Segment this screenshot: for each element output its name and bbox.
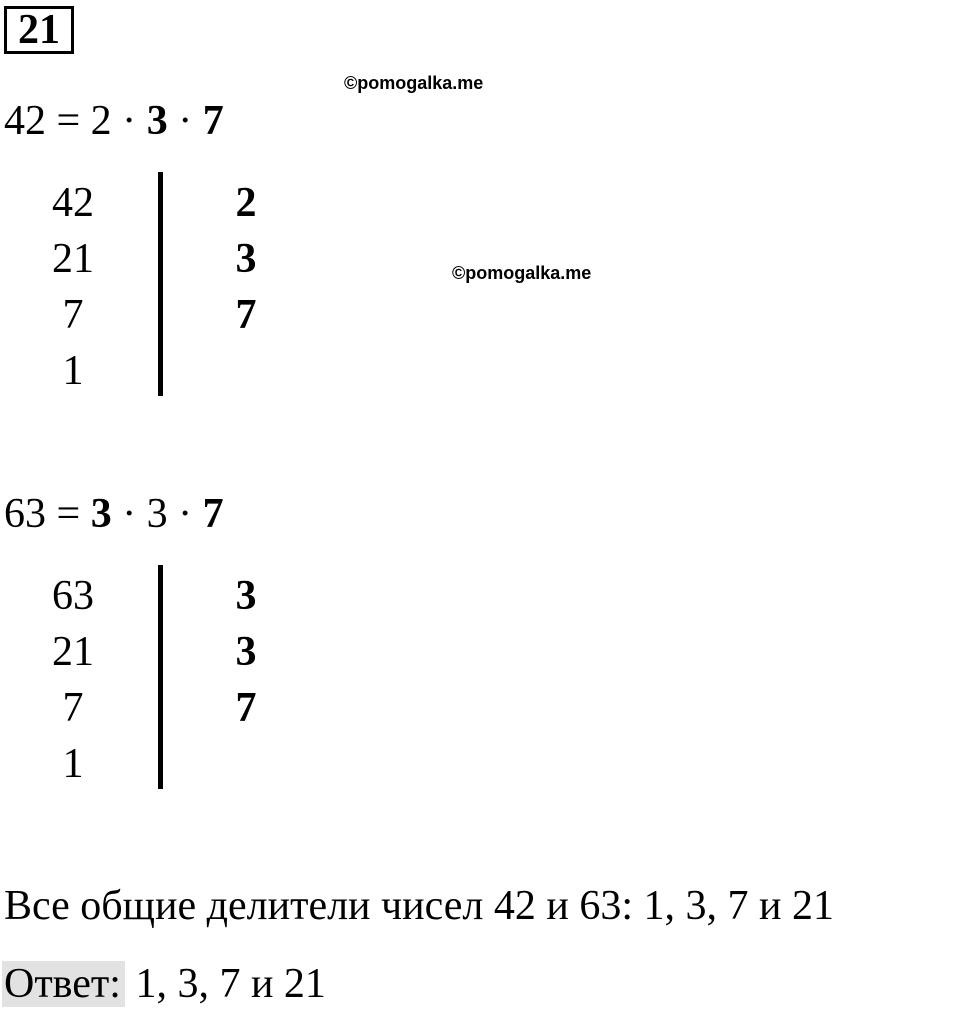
divisor: 2	[235, 180, 257, 226]
conclusion-text: Все общие делители чисел 42 и 63: 1, 3, 7 и 21	[4, 883, 834, 929]
dot-separator: ·	[167, 98, 203, 144]
common-factor: 7	[202, 491, 224, 537]
division-line	[158, 172, 163, 396]
divisor: 7	[235, 292, 257, 338]
divisor: 3	[235, 573, 257, 619]
dividend: 21	[52, 629, 94, 675]
answer-line	[2, 963, 326, 1005]
divisor: 7	[235, 685, 257, 731]
division-line	[158, 565, 163, 789]
dividend: 63	[52, 573, 94, 619]
equation-middle: · 3 ·	[111, 491, 203, 537]
divisor: 3	[235, 629, 257, 675]
equation-lhs: 63 =	[4, 491, 91, 537]
dividend: 1	[62, 348, 84, 394]
factorization-42	[4, 100, 224, 142]
dividend: 1	[62, 741, 84, 787]
answer-value: 1, 3, 7 и 21	[124, 961, 326, 1007]
task-number: 21	[4, 6, 74, 54]
dividend: 7	[62, 685, 84, 731]
dividend: 7	[62, 292, 84, 338]
equation-lhs: 42 = 2 ·	[4, 98, 147, 144]
watermark-top: ©pomogalka.me	[344, 73, 484, 93]
watermark-middle: ©pomogalka.me	[452, 263, 592, 283]
dividend: 42	[52, 180, 94, 226]
common-factor: 3	[90, 491, 112, 537]
factorization-63	[4, 493, 224, 535]
divisor: 3	[235, 236, 257, 282]
answer-label: Ответ:	[2, 961, 125, 1007]
common-factor: 7	[202, 98, 224, 144]
common-factor: 3	[146, 98, 168, 144]
dividend: 21	[52, 236, 94, 282]
